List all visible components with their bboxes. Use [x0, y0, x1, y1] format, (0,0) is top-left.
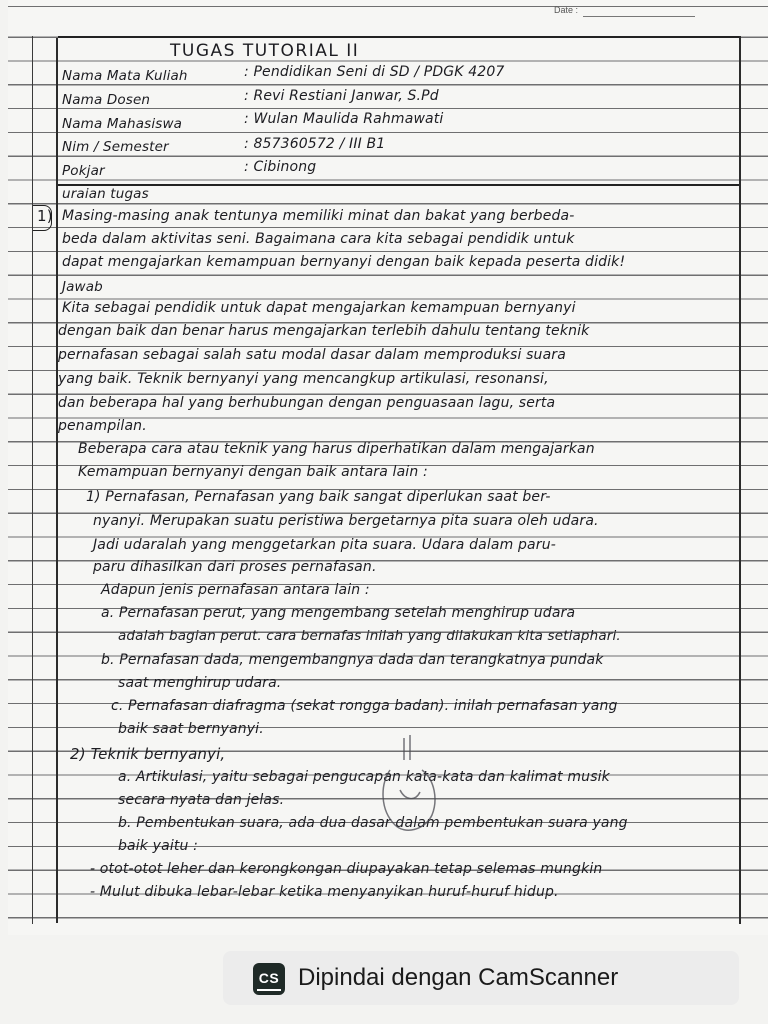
body-line-5: Jadi udaralah yang menggetarkan pita suara. Udara dalam paru- — [93, 537, 556, 553]
header-label-lecturer: Nama Dosen — [62, 92, 151, 108]
camscanner-logo-icon: CS — [253, 963, 285, 995]
body-line-20: - Mulut dibuka lebar-lebar ketika menyanyikan huruf-huruf hidup. — [90, 884, 559, 900]
body-line-8: a. Pernafasan perut, yang mengembang setelah menghirup udara — [101, 605, 576, 621]
header-value-student: : Wulan Maulida Rahmawati — [244, 111, 444, 127]
header-label-student: Nama Mahasiswa — [62, 116, 183, 132]
question-number: 1) — [37, 207, 53, 225]
question-line-1: Masing-masing anak tentunya memiliki minat dan bakat yang berbeda- — [62, 208, 575, 224]
section-label: uraian tugas — [62, 186, 149, 202]
body-line-19: - otot-otot leher dan kerongkongan diupayakan tetap selemas mungkin — [90, 861, 603, 877]
body-line-6: paru dihasilkan dari proses pernafasan. — [93, 559, 377, 575]
body-line-15: a. Artikulasi, yaitu sebagai pengucapan kata-kata dan kalimat musik — [118, 769, 610, 785]
body-line-16: secara nyata dan jelas. — [118, 792, 285, 808]
answer-line-3: pernafasan sebagai salah satu modal dasar dalam memproduksi suara — [58, 347, 566, 363]
body-line-12: c. Pernafasan diafragma (sekat rongga badan). inilah pernafasan yang — [111, 698, 618, 714]
right-margin-line — [739, 36, 741, 924]
body-line-3: 1) Pernafasan, Pernafasan yang baik sangat diperlukan saat ber- — [86, 489, 551, 505]
header-label-nim: Nim / Semester — [62, 139, 169, 155]
body-line-7: Adapun jenis pernafasan antara lain : — [101, 582, 370, 598]
answer-line-2: dengan baik dan benar harus mengajarkan terlebih dahulu tentang teknik — [58, 323, 590, 339]
header-label-pokjar: Pokjar — [62, 163, 105, 179]
question-line-2: beda dalam aktivitas seni. Bagaimana cara kita sebagai pendidik untuk — [62, 231, 575, 247]
scanner-footer-text: Dipindai dengan CamScanner — [298, 964, 619, 991]
date-line — [583, 16, 695, 17]
left-margin-line-outer — [32, 36, 33, 924]
header-label-course: Nama Mata Kuliah — [62, 68, 188, 84]
answer-line-5: dan beberapa hal yang berhubungan dengan penguasaan lagu, serta — [58, 395, 556, 411]
sketch-doodle — [350, 730, 470, 840]
body-line-17: b. Pembentukan suara, ada dua dasar dalam pembentukan suara yang — [118, 815, 628, 831]
assignment-title: TUGAS TUTORIAL II — [170, 41, 360, 61]
body-line-18: baik yaitu : — [118, 838, 198, 854]
answer-line-4: yang baik. Teknik bernyanyi yang mencangkup artikulasi, resonansi, — [58, 371, 549, 387]
header-value-course: : Pendidikan Seni di SD / PDGK 4207 — [244, 64, 505, 80]
answer-label: Jawab — [62, 279, 103, 295]
body-line-10: b. Pernafasan dada, mengembangnya dada dan terangkatnya pundak — [101, 652, 604, 668]
body-line-1: Beberapa cara atau teknik yang harus diperhatikan dalam mengajarkan — [78, 441, 595, 457]
body-line-2: Kemampuan bernyanyi dengan baik antara lain : — [78, 464, 428, 480]
header-value-nim: : 857360572 / III B1 — [244, 136, 386, 152]
header-value-pokjar: : Cibinong — [244, 159, 317, 175]
body-line-4: nyanyi. Merupakan suatu peristiwa bergetarnya pita suara oleh udara. — [93, 513, 599, 529]
question-number-bracket — [33, 205, 52, 231]
body-line-14: 2) Teknik bernyanyi, — [70, 745, 226, 763]
date-label: Date : — [554, 5, 579, 15]
question-line-3: dapat mengajarkan kemampuan bernyanyi dengan baik kepada peserta didik! — [62, 254, 626, 270]
answer-line-1: Kita sebagai pendidik untuk dapat mengajarkan kemampuan bernyanyi — [62, 300, 576, 316]
header-value-lecturer: : Revi Restiani Janwar, S.Pd — [244, 88, 439, 104]
body-line-11: saat menghirup udara. — [118, 675, 282, 691]
answer-line-6: penampilan. — [58, 418, 147, 434]
body-line-13: baik saat bernyanyi. — [118, 721, 264, 737]
body-line-9: adalah bagian perut. cara bernafas inilah yang dilakukan kita setiaphari. — [118, 628, 621, 644]
